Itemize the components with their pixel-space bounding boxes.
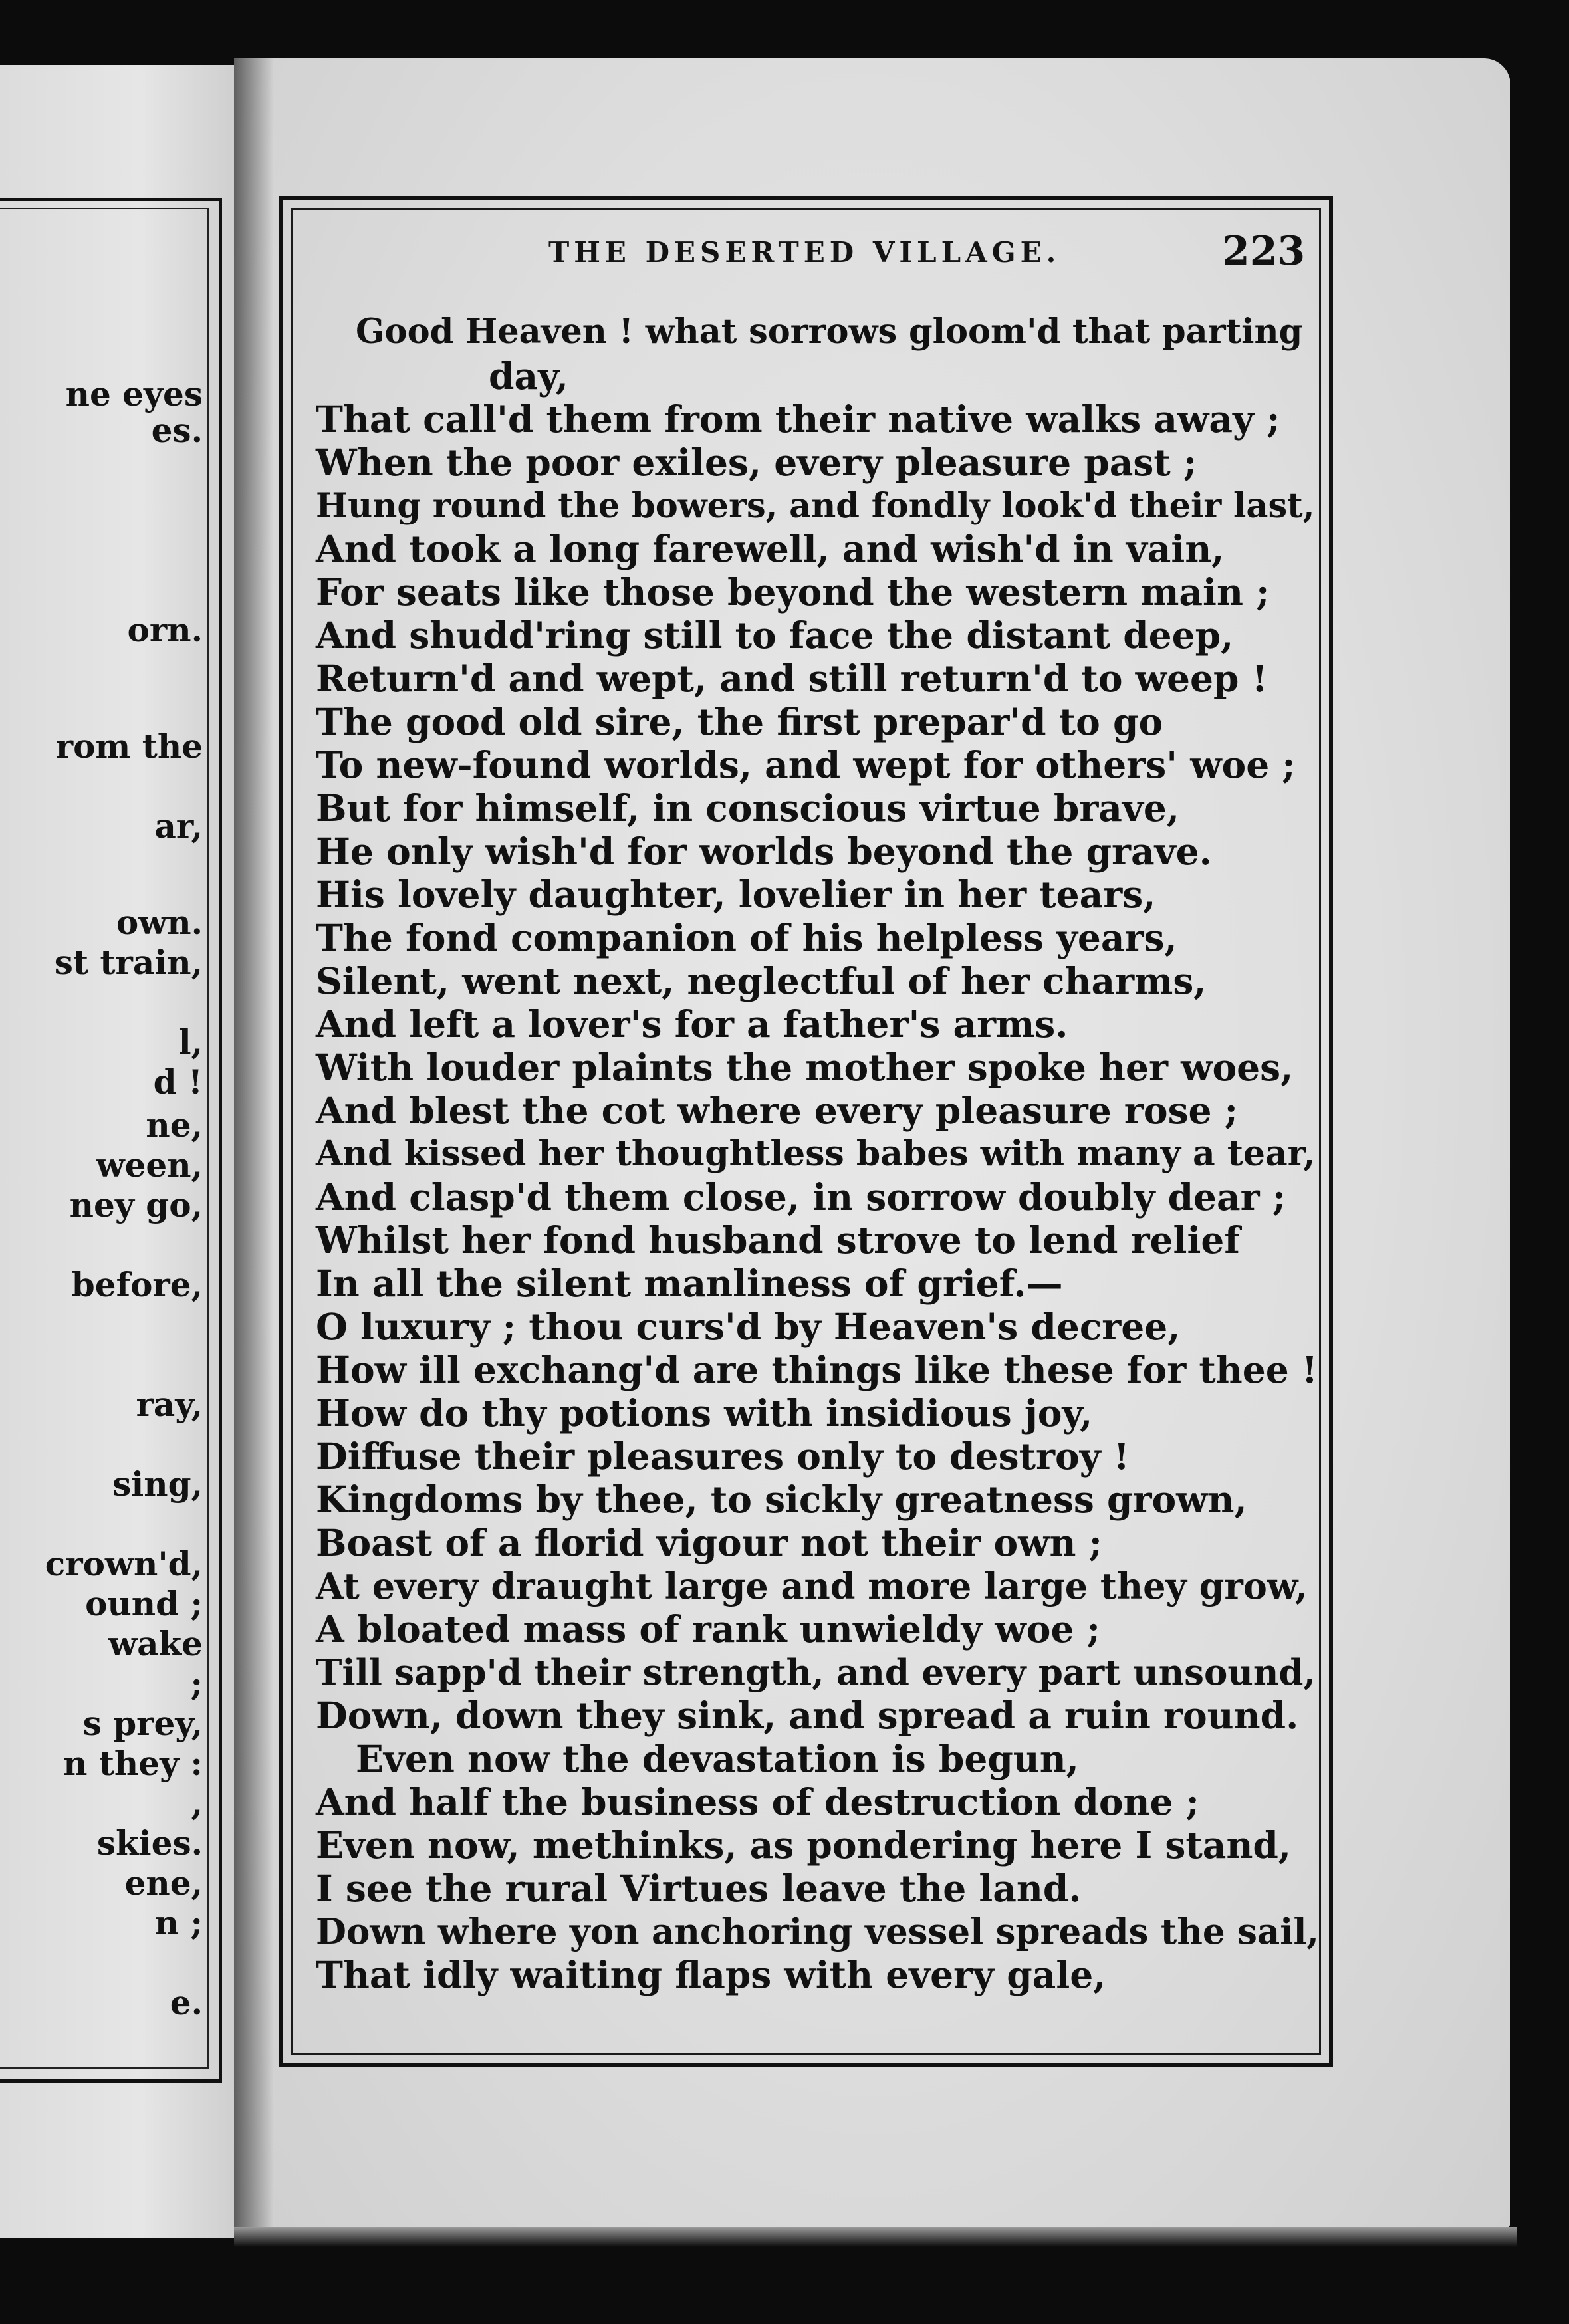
left-page-line: skies. xyxy=(96,1823,203,1863)
poem-line: In all the silent manliness of grief.— xyxy=(316,1262,1063,1305)
poem-line: But for himself, in conscious virtue brave, xyxy=(316,786,1180,830)
poem-line: Down where yon anchoring vessel spreads the sail, xyxy=(316,1911,1319,1952)
poem-line: And shudd'ring still to face the distant deep, xyxy=(316,614,1234,657)
poem-line: Silent, went next, neglectful of her charms, xyxy=(316,959,1207,1002)
left-page-line: ; xyxy=(190,1664,203,1703)
poem-line: That call'd them from their native walks away ; xyxy=(316,398,1280,441)
poem-line: Return'd and wept, and still return'd to weep ! xyxy=(316,657,1268,700)
page-edge-shadow xyxy=(234,58,274,2229)
running-head: THE DESERTED VILLAGE. xyxy=(548,236,1061,269)
poem-line: O luxury ; thou curs'd by Heaven's decree, xyxy=(316,1305,1181,1348)
poem-line: And left a lover's for a father's arms. xyxy=(316,1002,1068,1046)
poem-line: Down, down they sink, and spread a ruin round. xyxy=(316,1694,1299,1737)
poem-line: The good old sire, the first prepar'd to go xyxy=(316,700,1163,743)
left-page-line: l, xyxy=(178,1022,203,1062)
poem-line: At every draught large and more large they grow, xyxy=(316,1565,1308,1607)
poem-line: Even now the devastation is begun, xyxy=(356,1737,1079,1780)
left-page-line: ray, xyxy=(136,1385,203,1424)
left-page-line: n ; xyxy=(154,1903,203,1942)
poem-line: Diffuse their pleasures only to destroy ! xyxy=(316,1435,1130,1478)
poem-line: Boast of a florid vigour not their own ; xyxy=(316,1521,1102,1564)
left-page-line: sing, xyxy=(112,1464,203,1504)
left-page-line: ween, xyxy=(96,1145,203,1185)
left-page-line: es. xyxy=(151,411,203,450)
poem-line: And kissed her thoughtless babes with many a tear, xyxy=(316,1133,1316,1174)
left-page-line: crown'd, xyxy=(45,1544,203,1583)
left-page-line: own. xyxy=(116,903,203,942)
poem-line: His lovely daughter, lovelier in her tears, xyxy=(316,873,1156,916)
poem-line: For seats like those beyond the western main ; xyxy=(316,570,1270,614)
page-number: 223 xyxy=(1222,228,1306,275)
poem-line: That idly waiting flaps with every gale, xyxy=(316,1953,1106,1996)
poem-line: How ill exchang'd are things like these for thee ! xyxy=(316,1348,1318,1391)
left-page-line: ar, xyxy=(154,806,203,846)
left-facing-page xyxy=(0,65,234,2238)
poem-line: And clasp'd them close, in sorrow doubly dear ; xyxy=(316,1175,1286,1219)
left-page-line: ound ; xyxy=(85,1584,203,1623)
poem-line: And took a long farewell, and wish'd in vain, xyxy=(316,527,1225,570)
poem-line: Even now, methinks, as pondering here I stand, xyxy=(316,1823,1292,1867)
poem-line: With louder plaints the mother spoke her woes, xyxy=(316,1046,1294,1089)
poem-line: To new-found worlds, and wept for others' woe ; xyxy=(316,743,1296,786)
left-page-line: d ! xyxy=(153,1062,203,1102)
poem-line: And blest the cot where every pleasure rose ; xyxy=(316,1089,1238,1132)
poem-line: How do thy potions with insidious joy, xyxy=(316,1391,1093,1435)
page-bottom-edge xyxy=(234,2227,1517,2247)
left-page-line: orn. xyxy=(127,610,203,649)
left-page-line: n they : xyxy=(63,1744,203,1783)
poem-line: Good Heaven ! what sorrows gloom'd that parting xyxy=(356,312,1303,352)
poem-line: Whilst her fond husband strove to lend relief xyxy=(316,1219,1240,1262)
left-page-line: wake xyxy=(108,1624,203,1663)
left-page-line: , xyxy=(191,1784,203,1823)
poem-line: Hung round the bowers, and fondly look'd their last, xyxy=(316,486,1315,526)
left-page-line: ney go, xyxy=(69,1185,203,1224)
poem-line: day, xyxy=(489,354,568,398)
poem-line: The fond companion of his helpless years, xyxy=(316,916,1177,959)
poem-line: Till sapp'd their strength, and every part unsound, xyxy=(316,1652,1316,1693)
left-page-line: ene, xyxy=(124,1863,203,1903)
left-page-line: rom the xyxy=(55,727,203,766)
poem-line: And half the business of destruction done ; xyxy=(316,1780,1199,1823)
poem-line: Kingdoms by thee, to sickly greatness grown, xyxy=(316,1478,1247,1521)
poem-line: He only wish'd for worlds beyond the grave. xyxy=(316,830,1212,873)
left-page-line: ne, xyxy=(146,1105,203,1145)
poem-line: When the poor exiles, every pleasure past ; xyxy=(316,441,1197,484)
left-page-line: e. xyxy=(170,1983,203,2022)
left-page-line: ne eyes xyxy=(65,374,203,413)
poem-line: I see the rural Virtues leave the land. xyxy=(316,1867,1082,1910)
left-page-line: s prey, xyxy=(82,1704,203,1743)
left-page-line: st train, xyxy=(54,943,203,982)
poem-line: A bloated mass of rank unwieldy woe ; xyxy=(316,1607,1100,1651)
left-page-line: before, xyxy=(71,1265,203,1304)
